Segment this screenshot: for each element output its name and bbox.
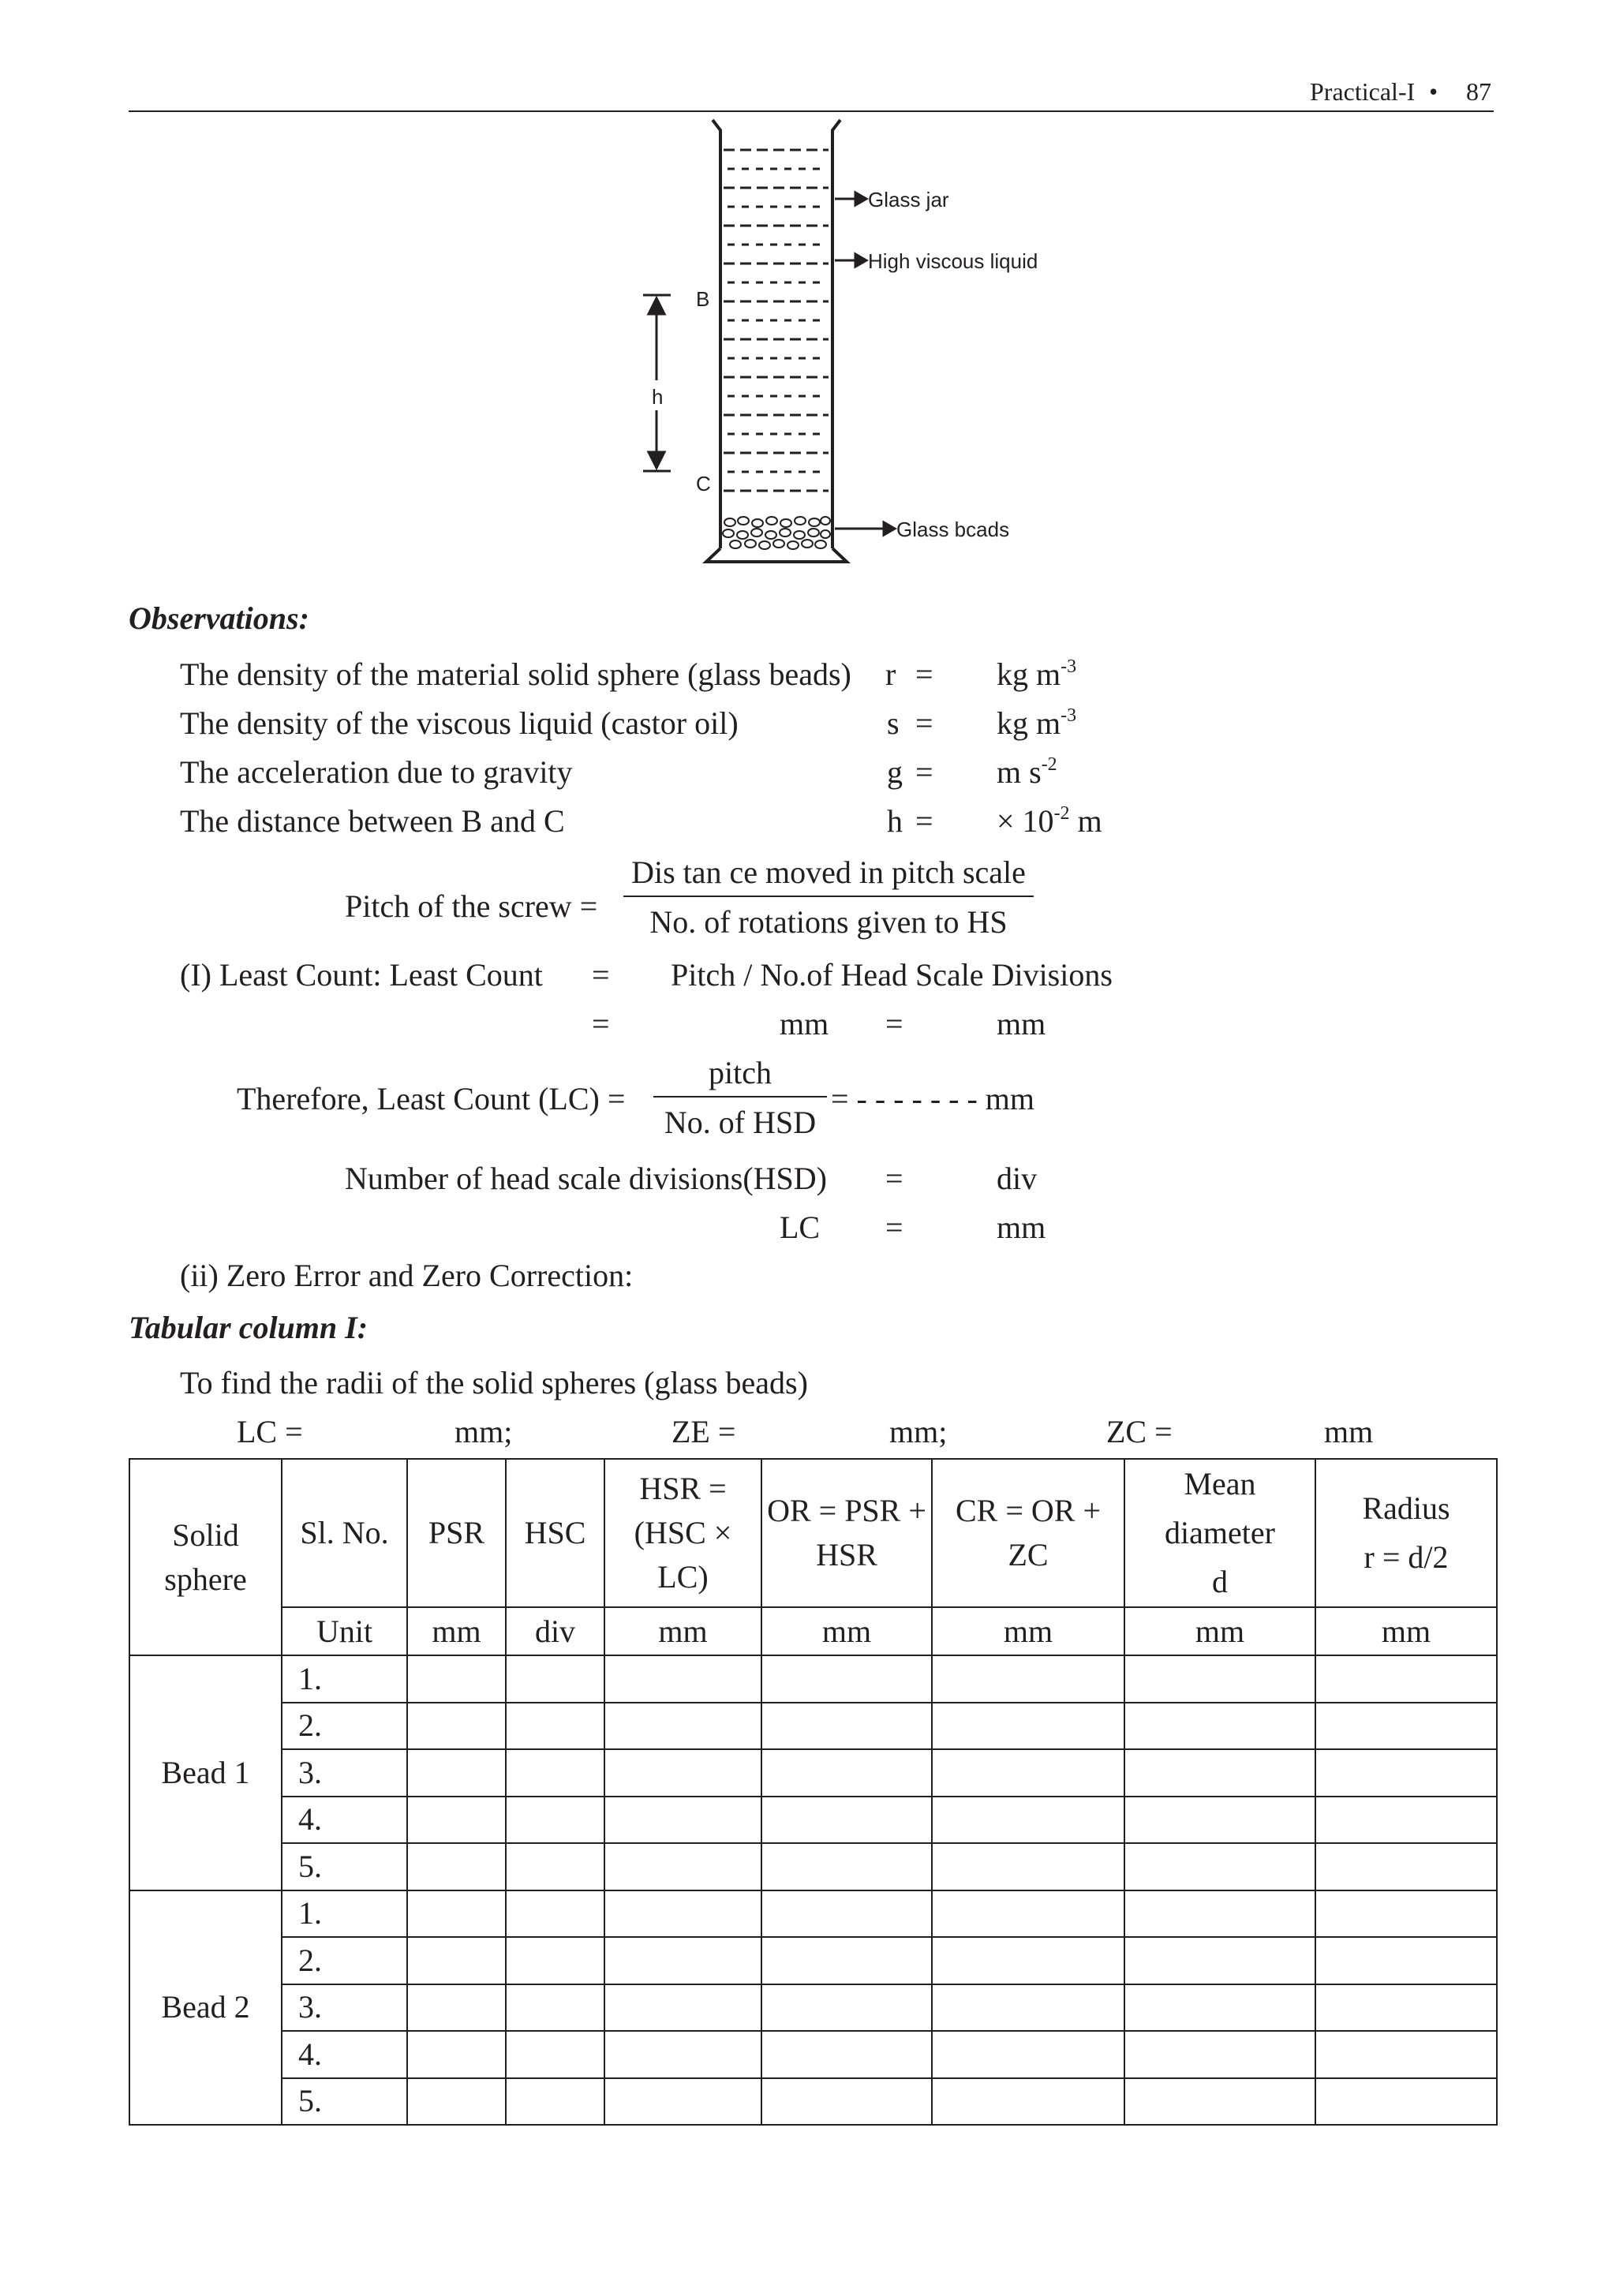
header-sl-no: Sl. No.: [282, 1459, 407, 1607]
table-row: [129, 1984, 1497, 2032]
obs-row-1-text: The density of the material solid sphere (glass beads): [180, 656, 851, 692]
table-row: [129, 1843, 1497, 1890]
table-row: [129, 1655, 1497, 1703]
table-unit-row: [129, 1607, 1497, 1655]
header-hsc: HSC: [506, 1459, 604, 1607]
obs-row-4-unit: × $10^{-2}$ m: [997, 803, 1102, 839]
unit-cr: mm: [932, 1607, 1124, 1655]
header-radius-line-2: r = d/2: [1364, 1539, 1449, 1575]
header-cr: CR = OR + ZC: [932, 1459, 1124, 1607]
least-count-unit-1: mm: [780, 1006, 829, 1041]
header-bullet: •: [1429, 77, 1438, 106]
label-point-c: C: [696, 472, 711, 495]
hsd-equals: =: [885, 1161, 903, 1196]
running-title: Practical-I: [1310, 77, 1416, 106]
obs-row-2-symbol: s: [887, 705, 900, 741]
obs-row-2-unit: kg $m^{-3}$: [997, 705, 1077, 741]
lc-equals: =: [885, 1210, 903, 1245]
table-row: [129, 2078, 1497, 2126]
header-or: OR = PSR + HSR: [761, 1459, 932, 1607]
row-number: 2.: [282, 1703, 407, 1750]
table-row: [129, 1797, 1497, 1844]
therefore-result: = - - - - - - - mm: [831, 1081, 1035, 1116]
unit-mean: mm: [1124, 1607, 1315, 1655]
pitch-numerator: Dis tan ce moved in pitch scale: [623, 854, 1034, 897]
header-psr: PSR: [407, 1459, 506, 1607]
tabular-heading: Tabular column I:: [129, 1310, 368, 1345]
row-number: 5.: [282, 1843, 407, 1890]
row-number: 4.: [282, 1797, 407, 1844]
row-number: 2.: [282, 1937, 407, 1984]
least-count-equals-3: =: [885, 1006, 903, 1041]
header-radius: [1315, 1459, 1497, 1607]
bead-1-label: Bead 1: [129, 1655, 282, 1890]
least-count-label: (I) Least Count: Least Count: [180, 957, 543, 993]
lc-denominator: No. of HSD: [664, 1105, 817, 1140]
obs-row-3-equals: =: [915, 754, 933, 790]
obs-row-3-symbol: g: [887, 754, 903, 790]
table-header-row: [129, 1459, 1497, 1607]
header-mean-line-2: diameter: [1165, 1515, 1275, 1550]
row-number: 3.: [282, 1984, 407, 2032]
tabular-lc-unit: mm;: [454, 1414, 513, 1449]
obs-row-2-text: The density of the viscous liquid (castor oil): [180, 705, 739, 741]
observations-heading: Observations:: [129, 600, 309, 636]
lc-numerator: pitch: [653, 1054, 827, 1098]
least-count-unit-2: mm: [997, 1006, 1046, 1041]
pitch-fraction: [623, 854, 1034, 940]
unit-label: Unit: [282, 1607, 407, 1655]
obs-row-1-unit: kg $m^{-3}$: [997, 656, 1077, 692]
hsd-label: Number of head scale divisions(HSD): [345, 1161, 827, 1196]
header-rule: [129, 110, 1494, 112]
unit-hsr: mm: [604, 1607, 761, 1655]
tabular-ze-unit: mm;: [889, 1414, 948, 1449]
lc-fraction: [653, 1054, 827, 1141]
therefore-label: Therefore, Least Count (LC) =: [237, 1081, 626, 1116]
row-number: 1.: [282, 1890, 407, 1938]
least-count-equals-2: =: [592, 1006, 610, 1041]
pitch-label: Pitch of the screw =: [345, 888, 598, 924]
header-radius-line-1: Radius: [1362, 1490, 1450, 1526]
table-row: [129, 1890, 1497, 1938]
lc-label: LC: [780, 1210, 821, 1245]
table-row: [129, 1703, 1497, 1750]
tabular-aim: To find the radii of the solid spheres (glass beads): [180, 1365, 808, 1400]
least-count-formula: Pitch / No.of Head Scale Divisions: [671, 957, 1113, 993]
lc-unit: mm: [997, 1210, 1046, 1245]
row-number: 5.: [282, 2078, 407, 2126]
row-number: 1.: [282, 1655, 407, 1703]
label-high-viscous-liquid: High viscous liquid: [868, 249, 1038, 273]
tabular-ze-label: ZE =: [671, 1414, 736, 1449]
table-row: [129, 1937, 1497, 1984]
header-mean-line-1: Mean: [1184, 1466, 1256, 1501]
unit-psr: mm: [407, 1607, 506, 1655]
header-mean-line-3: d: [1212, 1564, 1228, 1599]
obs-row-4-equals: =: [915, 803, 933, 839]
page-number: 87: [1466, 77, 1491, 106]
zero-error-heading: (ii) Zero Error and Zero Correction:: [180, 1258, 634, 1293]
unit-or: mm: [761, 1607, 932, 1655]
least-count-equals-1: =: [592, 957, 610, 993]
unit-hsc: div: [506, 1607, 604, 1655]
pitch-denominator: No. of rotations given to HS: [649, 904, 1008, 940]
obs-row-2-equals: =: [915, 705, 933, 741]
header-mean-diameter: [1124, 1459, 1315, 1607]
table-row: [129, 1749, 1497, 1797]
table-row: [129, 2031, 1497, 2078]
label-glass-beads: Glass bcads: [896, 518, 1010, 541]
label-height-h: h: [652, 385, 664, 409]
viscosity-apparatus-diagram: [623, 114, 1065, 572]
header-solid-sphere: Solid sphere: [129, 1459, 282, 1655]
tabular-zc-unit: mm: [1324, 1414, 1374, 1449]
obs-row-1-symbol: r: [885, 656, 896, 692]
row-number: 4.: [282, 2031, 407, 2078]
observation-table: [129, 1458, 1498, 2126]
label-glass-jar: Glass jar: [868, 188, 949, 211]
header-hsr: HSR = (HSC × LC): [604, 1459, 761, 1607]
obs-row-3-text: The acceleration due to gravity: [180, 754, 573, 790]
label-point-b: B: [696, 287, 710, 311]
hsd-unit: div: [997, 1161, 1038, 1196]
tabular-lc-label: LC =: [237, 1414, 303, 1449]
obs-row-4-symbol: h: [887, 803, 903, 839]
obs-row-4-text: The distance between B and C: [180, 803, 565, 839]
row-number: 3.: [282, 1749, 407, 1797]
obs-row-3-unit: m $s^{-2}$: [997, 754, 1057, 790]
tabular-zc-label: ZC =: [1106, 1414, 1173, 1449]
bead-2-label: Bead 2: [129, 1890, 282, 2126]
unit-radius: mm: [1315, 1607, 1497, 1655]
obs-row-1-equals: =: [915, 656, 933, 692]
